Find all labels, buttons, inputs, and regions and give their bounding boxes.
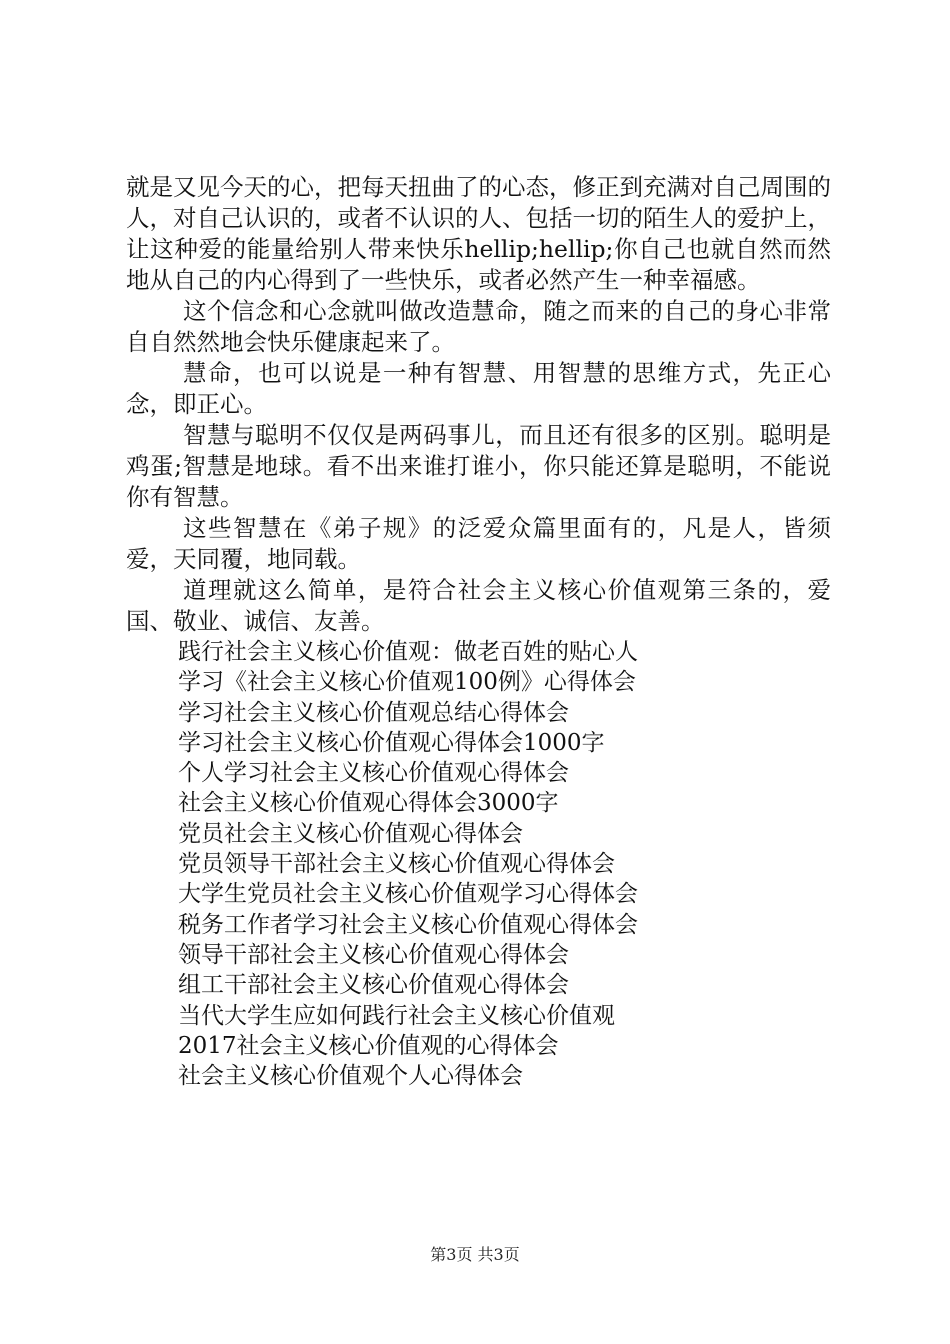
related-article-item: 社会主义核心价值观心得体会3000字: [178, 790, 559, 817]
related-article-item: 社会主义核心价值观个人心得体会: [178, 1063, 523, 1090]
related-article-item: 2017社会主义核心价值观的心得体会: [178, 1032, 559, 1059]
paragraph: 这些智慧在《弟子规》的泛爱众篇里面有的，凡是人，皆须爱，天同覆，地同载。: [126, 514, 831, 573]
paragraph: 慧命，也可以说是一种有智慧、用智慧的思维方式，先正心念，即正心。: [126, 359, 831, 418]
related-article-item: 学习社会主义核心价值观心得体会1000字: [178, 729, 605, 756]
related-articles-list: [126, 637, 831, 1091]
related-article-item: 党员领导干部社会主义核心价值观心得体会: [178, 851, 615, 878]
related-article-item: 组工干部社会主义核心价值观心得体会: [178, 972, 569, 999]
related-article-item: 学习社会主义核心价值观总结心得体会: [178, 699, 569, 726]
document-body: [126, 172, 831, 1091]
related-article-item: 践行社会主义核心价值观：做老百姓的贴心人: [178, 639, 638, 665]
page-number-footer: 第3页 共3页: [430, 1245, 520, 1264]
related-article-item: 学习《社会主义核心价值观100例》心得体会: [178, 669, 636, 696]
related-article-item: 当代大学生应如何践行社会主义核心价值观: [178, 1002, 615, 1029]
paragraph: 这个信念和心念就叫做改造慧命，随之而来的自己的身心非常自自然然地会快乐健康起来了。: [126, 297, 831, 356]
related-article-item: 党员社会主义核心价值观心得体会: [178, 820, 523, 847]
related-article-item: 税务工作者学习社会主义核心价值观心得体会: [178, 911, 638, 938]
related-article-item: 个人学习社会主义核心价值观心得体会: [178, 760, 569, 787]
related-article-item: 大学生党员社会主义核心价值观学习心得体会: [178, 881, 638, 908]
paragraph: 道理就这么简单，是符合社会主义核心价值观第三条的，爱国、敬业、诚信、友善。: [126, 576, 831, 635]
related-article-item: 领导干部社会主义核心价值观心得体会: [178, 941, 569, 968]
paragraph: 就是又见今天的心，把每天扭曲了的心态，修正到充满对自己周围的人，对自己认识的，或者不认识的人、包括一切的陌生人的爱护上，让这种爱的能量给别人带来快乐hellip;hellip;你自己也就自然而然地从自己的内心得到了一些快乐，或者必然产生一种幸福感。: [126, 173, 831, 294]
paragraph: 智慧与聪明不仅仅是两码事儿，而且还有很多的区别。聪明是鸡蛋;智慧是地球。看不出来谁打谁小，你只能还算是聪明，不能说你有智慧。: [126, 421, 831, 511]
